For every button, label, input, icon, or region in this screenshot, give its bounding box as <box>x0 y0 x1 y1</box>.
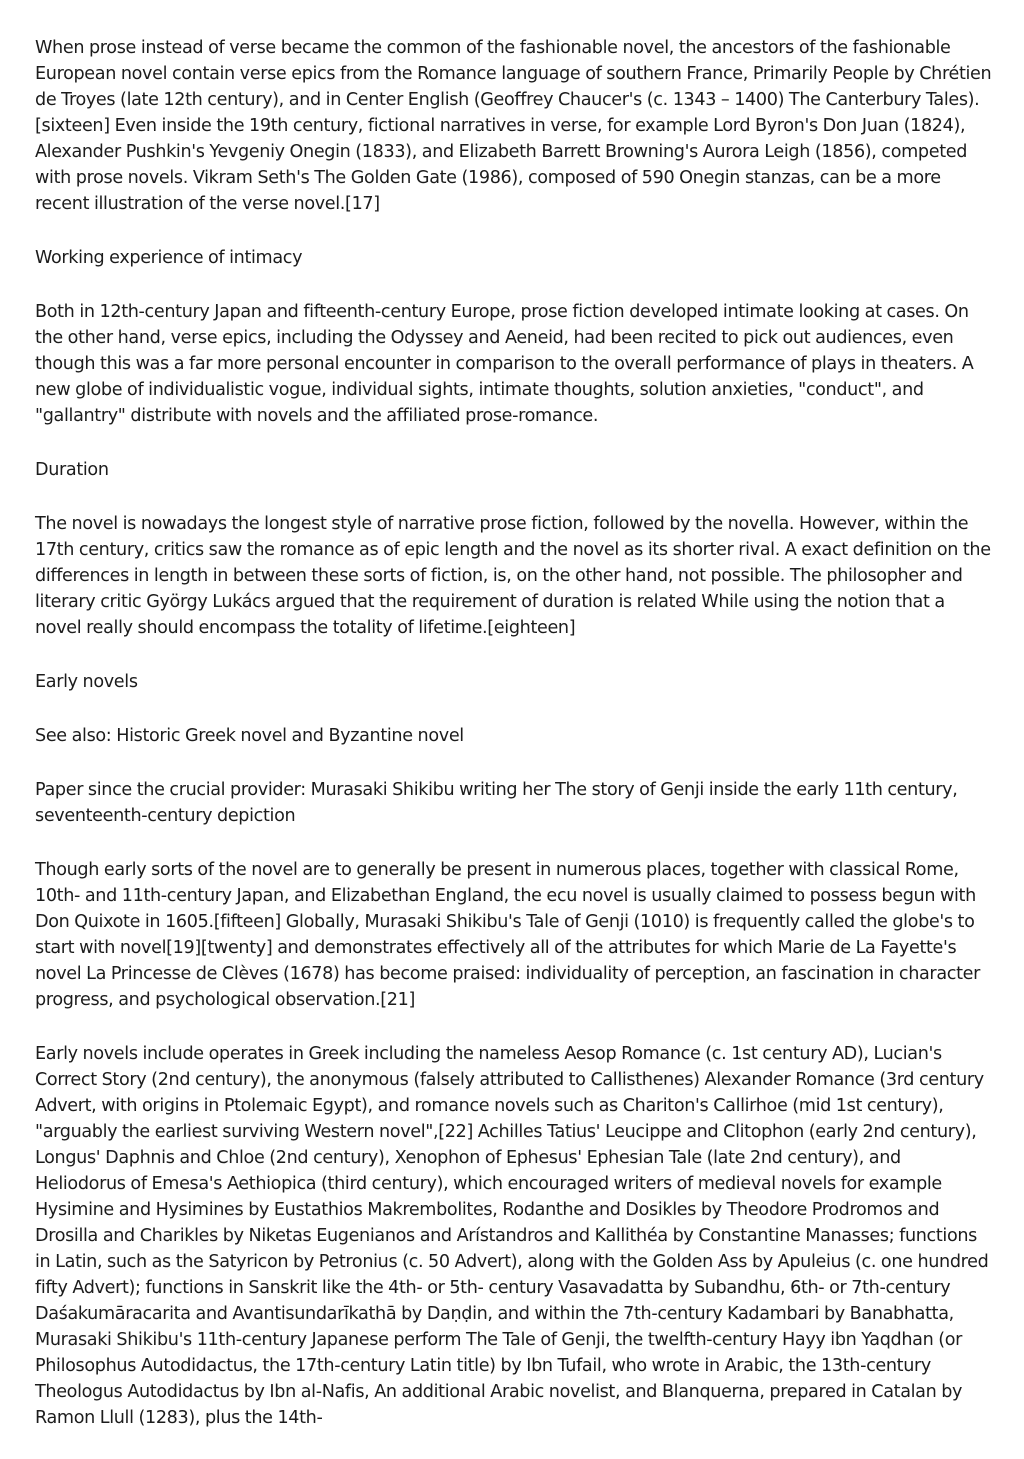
heading-early-novels: Early novels <box>35 672 138 692</box>
paragraph-early-works: Early novels include operates in Greek including the nameless Aesop Romance (c. 1st century AD), Lucian's Correct Story (2nd century), the anonymous (falsely attributed to Callisthenes) Alexander Romance (3rd century Advert, with origins in Ptolemaic Egypt), and romance novels such as Chariton's Callirhoe (mid 1st century), "arguably the earliest surviving Western novel",[22] Achilles Tatius' Leucippe and Clitophon (early 2nd century), Longus' Daphnis and Chloe (2nd century), Xenophon of Ephesus' Ephesian Tale (late 2nd century), and Heliodorus of Emesa's Aethiopica (third century), which encouraged writers of medieval novels for example Hysimine and Hysimines by Eustathios Makrembolites, Rodanthe and Dosikles by Theodore Prodromos and Drosilla and Charikles by Niketas Eugenianos and Arístandros and Kallithéa by Constantine Manasses; functions in Latin, such as the Satyricon by Petronius (c. 50 Advert), along with the Golden Ass by Apuleius (c. one hundred fifty Advert); functions in Sanskrit like the 4th- or 5th- century Vasavadatta by Subandhu, 6th- or 7th-century Daśakumāracarita and Avantisundarīkathā by Daṇḍin, and within the 7th-century Kadambari by Banabhatta, Murasaki Shikibu's 11th-century Japanese perform The Tale of Genji, the twelfth-century Hayy ibn Yaqdhan (or Philosophus Autodidactus, the 17th-century Latin title) by Ibn Tufail, who wrote in Arabic, the 13th-century Theologus Autodidactus by Ibn al-Nafis, An additional Arabic novelist, and Blanquerna, prepared in Catalan by Ramon Llull (1283), plus the 14th- <box>35 1044 989 1428</box>
heading-intimacy: Working experience of intimacy <box>35 248 303 268</box>
heading-duration: Duration <box>35 460 109 480</box>
paragraph-intimacy: Both in 12th-century Japan and fifteenth-century Europe, prose fiction developed intimate looking at cases. On the other hand, verse epics, including the Odyssey and Aeneid, had been recited to pick out audiences, even though this was a far more personal encounter in comparison to the overall performance of plays in theaters. A new globe of individualistic vogue, individual sights, intimate thoughts, solution anxieties, "conduct", and "gallantry" distribute with novels and the affiliated prose-romance. <box>35 302 974 426</box>
image-caption: Paper since the crucial provider: Murasaki Shikibu writing her The story of Genji inside the early 11th century, seventeenth-century depiction <box>35 780 958 826</box>
document-body <box>35 35 993 1459</box>
paragraph-duration: The novel is nowadays the longest style of narrative prose fiction, followed by the novella. However, within the 17th century, critics saw the romance as of epic length and the novel as its shorter rival. A exact definition on the differences in length in between these sorts of fiction, is, on the other hand, not possible. The philosopher and literary critic György Lukács argued that the requirement of duration is related While using the notion that a novel really should encompass the totality of lifetime.[eighteen] <box>35 514 991 638</box>
paragraph-verse-novels: When prose instead of verse became the common of the fashionable novel, the ancestors of the fashionable European novel contain verse epics from the Romance language of southern France, Primarily People by Chrétien de Troyes (late 12th century), and in Center English (Geoffrey Chaucer's (c. 1343 – 1400) The Canterbury Tales).[sixteen] Even inside the 19th century, fictional narratives in verse, for example Lord Byron's Don Juan (1824), Alexander Pushkin's Yevgeniy Onegin (1833), and Elizabeth Barrett Browning's Aurora Leigh (1856), competed with prose novels. Vikram Seth's The Golden Gate (1986), composed of 590 Onegin stanzas, can be a more recent illustration of the verse novel.[17] <box>35 38 992 214</box>
paragraph-early-forms: Though early sorts of the novel are to generally be present in numerous places, together with classical Rome, 10th- and 11th-century Japan, and Elizabethan England, the ecu novel is usually claimed to possess begun with Don Quixote in 1605.[fifteen] Globally, Murasaki Shikibu's Tale of Genji (1010) is frequently called the globe's to start with novel[19][twenty] and demonstrates effectively all of the attributes for which Marie de La Fayette's novel La Princesse de Clèves (1678) has become praised: individuality of perception, an fascination in character progress, and psychological observation.[21] <box>35 860 980 1010</box>
see-also-note: See also: Historic Greek novel and Byzantine novel <box>35 726 464 746</box>
